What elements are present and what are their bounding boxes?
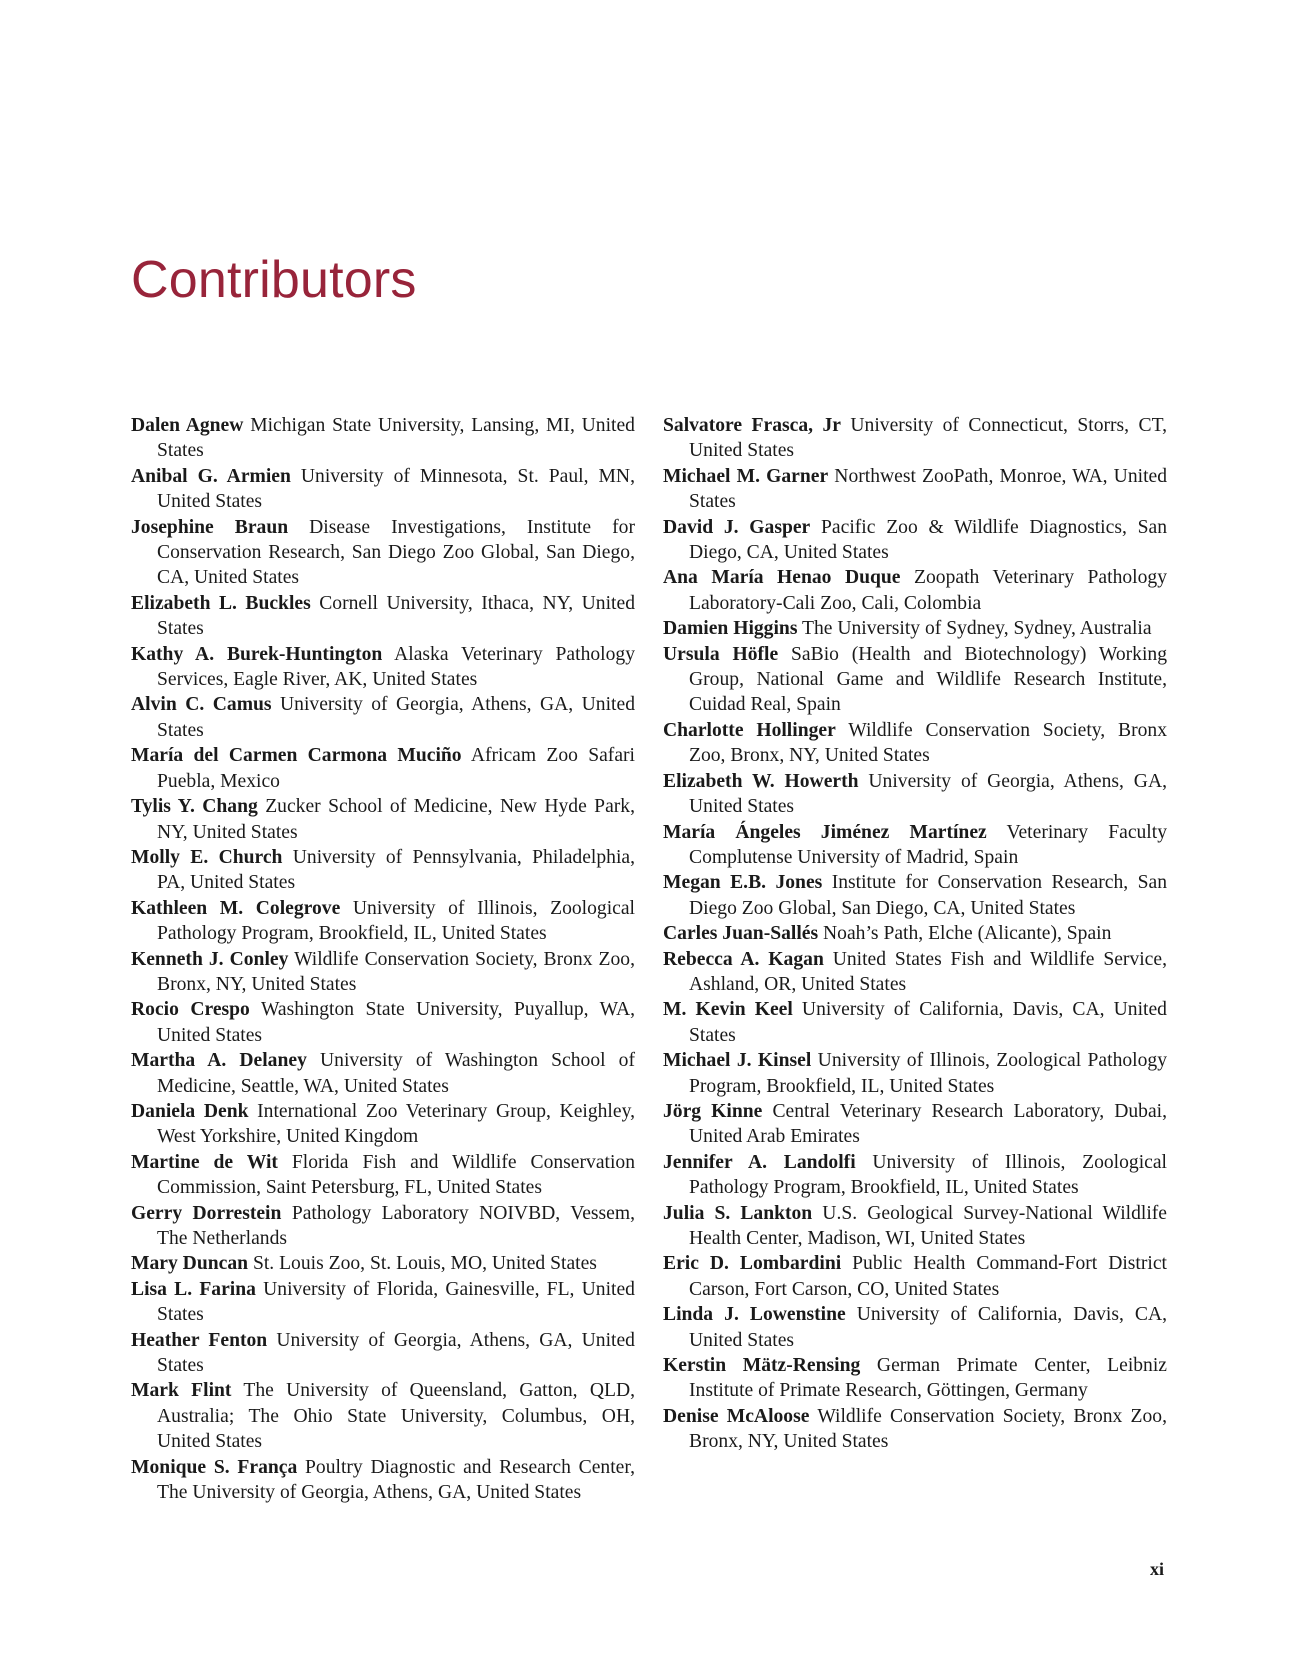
contributor-affiliation: University of Georgia, Athens, GA, United States: [157, 1329, 635, 1377]
contributor-affiliation: Noah’s Path, Elche (Alicante), Spain: [823, 923, 1112, 945]
contributor-entry: [131, 1328, 635, 1379]
contributor-name: Kathleen M. Colegrove: [131, 897, 341, 919]
contributor-affiliation: St. Louis Zoo, St. Louis, MO, United States: [252, 1253, 597, 1275]
contributor-entry: [131, 845, 635, 896]
contributor-entry: [131, 1378, 635, 1454]
contributor-entry: [663, 464, 1167, 515]
contributor-affiliation: Public Health Command-Fort District Carson, Fort Carson, CO, United States: [689, 1253, 1167, 1300]
contributor-affiliation: Michigan State University, Lansing, MI, United States: [157, 415, 635, 462]
contributor-affiliation: University of Illinois, Zoological Pathology Program, Brookfield, IL, United States: [157, 897, 635, 945]
contributor-affiliation: Central Veterinary Research Laboratory, Dubai, United Arab Emirates: [689, 1100, 1167, 1148]
contributor-entry: [131, 1048, 635, 1099]
contributor-name: Michael M. Garner: [663, 465, 829, 487]
contributor-affiliation: Veterinary Faculty Complutense University of Madrid, Spain: [689, 821, 1167, 868]
contributor-entry: [663, 515, 1167, 566]
contributor-affiliation: The University of Sydney, Sydney, Australia: [802, 618, 1152, 640]
contributor-name: María Ángeles Jiménez Martínez: [663, 821, 987, 843]
contributor-entry: [663, 1048, 1167, 1099]
contributor-affiliation: University of California, Davis, CA, United States: [689, 1304, 1167, 1351]
contributor-entry: [663, 997, 1167, 1048]
contributor-affiliation: University of California, Davis, CA, United States: [689, 999, 1167, 1046]
contributor-name: Gerry Dorrestein: [131, 1202, 282, 1224]
contributor-name: Elizabeth L. Buckles: [131, 592, 311, 614]
contributor-entry: [663, 1302, 1167, 1353]
contributor-name: Michael J. Kinsel: [663, 1050, 812, 1072]
contributor-name: Salvatore Frasca, Jr: [663, 415, 841, 436]
contributor-name: Heather Fenton: [131, 1329, 268, 1351]
contributor-affiliation: Cornell University, Ithaca, NY, United States: [157, 592, 635, 640]
contributor-name: Mark Flint: [131, 1380, 232, 1402]
contributor-affiliation: Institute for Conservation Research, San Diego Zoo Global, San Diego, CA, United States: [689, 872, 1167, 919]
contributor-name: Linda J. Lowenstine: [663, 1304, 846, 1326]
contributor-affiliation: University of Pennsylvania, Philadelphia, PA, United States: [157, 846, 635, 894]
contributor-entry: [663, 1201, 1167, 1252]
contributor-entry: [131, 743, 635, 794]
contributor-affiliation: Zucker School of Medicine, New Hyde Park, NY, United States: [157, 796, 635, 843]
contributor-affiliation: Wildlife Conservation Society, Bronx Zoo, Bronx, NY, United States: [689, 719, 1167, 767]
contributor-affiliation: Florida Fish and Wildlife Conservation Commission, Saint Petersburg, FL, United States: [157, 1151, 636, 1199]
contributor-name: Rebecca A. Kagan: [663, 948, 824, 970]
contributor-name: Elizabeth W. Howerth: [663, 770, 859, 792]
contributor-name: Charlotte Hollinger: [663, 719, 836, 741]
contributor-entry: [663, 769, 1167, 820]
contributor-name: Rocio Crespo: [131, 999, 250, 1021]
contributor-name: Martha A. Delaney: [131, 1050, 307, 1072]
contributor-entry: [663, 870, 1167, 921]
contributor-affiliation: German Primate Center, Leibniz Institute of Primate Research, Göttingen, Germany: [689, 1355, 1167, 1402]
contributor-entry: [131, 515, 635, 591]
contributor-entry: [131, 692, 635, 743]
contributor-entry: [663, 565, 1167, 616]
contributor-entry: [131, 464, 635, 515]
contributor-affiliation: U.S. Geological Survey-National Wildlife Health Center, Madison, WI, United States: [689, 1202, 1167, 1249]
contributor-entry: [131, 1099, 635, 1150]
contributor-affiliation: University of Georgia, Athens, GA, United States: [157, 694, 635, 741]
contributor-entry: [663, 642, 1167, 718]
contributor-name: Daniela Denk: [131, 1100, 249, 1122]
contributor-entry: [131, 947, 635, 998]
contributor-name: Damien Higgins: [663, 618, 798, 640]
contributor-entry: [663, 1251, 1167, 1302]
contributor-name: Josephine Braun: [131, 516, 289, 538]
contributor-entry: [663, 616, 1167, 641]
contributor-name: Monique S. França: [131, 1456, 298, 1478]
contributor-entry: [663, 947, 1167, 998]
contributor-name: Molly E. Church: [131, 846, 283, 868]
contributor-name: Kathy A. Burek-Huntington: [131, 643, 383, 665]
contributor-name: Alvin C. Camus: [131, 694, 272, 716]
contributor-name: Lisa L. Farina: [131, 1278, 256, 1300]
contributor-name: Megan E.B. Jones: [663, 872, 823, 894]
contributor-affiliation: Wildlife Conservation Society, Bronx Zoo, Bronx, NY, United States: [689, 1405, 1168, 1453]
contributor-name: Eric D. Lombardini: [663, 1253, 842, 1275]
contributor-affiliation: SaBio (Health and Biotechnology) Working Group, National Game and Wildlife Research Institute, Cuidad Real, Spain: [689, 643, 1167, 716]
contributor-affiliation: Pathology Laboratory NOIVBD, Vessem, The Netherlands: [157, 1202, 636, 1249]
contributor-entry: [131, 1150, 635, 1201]
contributor-entry: [663, 1150, 1167, 1201]
contributor-affiliation: Zoopath Veterinary Pathology Laboratory-Cali Zoo, Cali, Colombia: [689, 567, 1168, 614]
contributor-name: Mary Duncan: [131, 1253, 249, 1275]
contributors-right-column: [663, 413, 1167, 1455]
contributor-affiliation: University of Minnesota, St. Paul, MN, United States: [157, 465, 635, 513]
contributor-affiliation: Africam Zoo Safari Puebla, Mexico: [157, 745, 635, 792]
contributor-name: María del Carmen Carmona Muciño: [131, 745, 462, 767]
contributor-name: Anibal G. Armien: [131, 465, 291, 487]
contributor-entry: [131, 1455, 635, 1506]
contributors-left-column: [131, 413, 635, 1505]
contributor-affiliation: University of Illinois, Zoological Pathology Program, Brookfield, IL, United States: [689, 1050, 1167, 1097]
contributor-affiliation: Northwest ZooPath, Monroe, WA, United States: [689, 465, 1168, 513]
contributor-entry: [131, 1201, 635, 1252]
page-title: Contributors: [131, 251, 417, 309]
contributor-affiliation: Wildlife Conservation Society, Bronx Zoo, Bronx, NY, United States: [157, 948, 635, 995]
contributor-name: Jörg Kinne: [663, 1100, 763, 1122]
contributor-affiliation: University of Illinois, Zoological Pathology Program, Brookfield, IL, United States: [689, 1151, 1167, 1199]
contributor-affiliation: University of Connecticut, Storrs, CT, United States: [689, 415, 1167, 462]
contributor-affiliation: United States Fish and Wildlife Service, Ashland, OR, United States: [689, 948, 1167, 995]
contributor-entry: [663, 1404, 1167, 1455]
contributor-entry: [131, 896, 635, 947]
contributor-name: Kerstin Mätz-Rensing: [663, 1355, 861, 1377]
contributor-name: Martine de Wit: [131, 1151, 278, 1173]
contributor-name: Julia S. Lankton: [663, 1202, 813, 1224]
contributor-name: Kenneth J. Conley: [131, 948, 289, 970]
page-number: xi: [1150, 1559, 1165, 1579]
contributor-affiliation: Pacific Zoo & Wildlife Diagnostics, San Diego, CA, United States: [689, 516, 1167, 564]
contributor-name: Ana María Henao Duque: [663, 567, 901, 589]
contributor-entry: [663, 921, 1167, 946]
contributor-affiliation: University of Washington School of Medicine, Seattle, WA, United States: [157, 1050, 635, 1097]
contributor-entry: [131, 591, 635, 642]
contributor-name: Jennifer A. Landolfi: [663, 1151, 856, 1173]
contributor-entry: [131, 794, 635, 845]
contributor-affiliation: The University of Queensland, Gatton, QLD, Australia; The Ohio State University, Columbus, OH, United States: [157, 1380, 635, 1453]
contributor-entry: [131, 1251, 635, 1276]
contributor-name: Tylis Y. Chang: [131, 796, 258, 818]
contributor-affiliation: International Zoo Veterinary Group, Keighley, West Yorkshire, United Kingdom: [157, 1100, 635, 1148]
contributor-name: Dalen Agnew: [131, 415, 244, 436]
contributor-name: Ursula Höfle: [663, 643, 779, 665]
contributor-name: Carles Juan-Sallés: [663, 923, 819, 945]
contributor-entry: [131, 997, 635, 1048]
contributor-affiliation: University of Georgia, Athens, GA, United States: [689, 770, 1167, 818]
contributor-entry: [131, 642, 635, 693]
contributor-name: M. Kevin Keel: [663, 999, 793, 1021]
contributor-affiliation: University of Florida, Gainesville, FL, United States: [157, 1278, 635, 1326]
contributor-entry: [131, 413, 635, 464]
contributor-entry: [663, 413, 1167, 464]
contributor-entry: [663, 1353, 1167, 1404]
contributor-name: Denise McAloose: [663, 1405, 810, 1427]
contributor-entry: [663, 1099, 1167, 1150]
contributor-entry: [663, 820, 1167, 871]
contributor-affiliation: Disease Investigations, Institute for Conservation Research, San Diego Zoo Global, San Diego, CA, United States: [157, 516, 635, 589]
contributor-name: David J. Gasper: [663, 516, 811, 538]
contributor-entry: [131, 1277, 635, 1328]
contributor-affiliation: Alaska Veterinary Pathology Services, Eagle River, AK, United States: [157, 643, 635, 691]
contributor-entry: [663, 718, 1167, 769]
contributor-affiliation: Washington State University, Puyallup, WA, United States: [157, 999, 636, 1046]
contributor-affiliation: Poultry Diagnostic and Research Center, The University of Georgia, Athens, GA, United States: [157, 1456, 635, 1504]
